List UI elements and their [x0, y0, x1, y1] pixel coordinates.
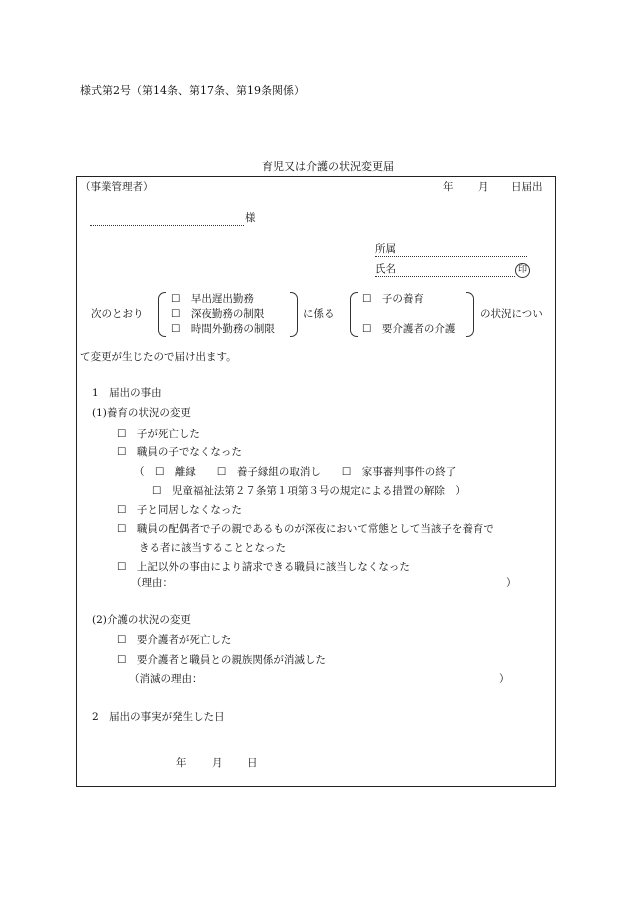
- section2-heading: 2 届出の事実が発生した日: [92, 711, 225, 723]
- reason-close: ）: [506, 577, 517, 589]
- item-other[interactable]: ☐ 上記以外の事由により請求できる職員に該当しなくなった: [117, 561, 410, 573]
- affiliation-field[interactable]: [375, 256, 527, 257]
- occurrence-month-label: 月: [212, 757, 223, 769]
- filing-day-label: 日届出: [511, 181, 543, 193]
- form-number: 様式第2号（第14条、第17条、第19条関係）: [80, 84, 305, 97]
- sama-label: 様: [245, 212, 256, 224]
- reason-field[interactable]: [180, 577, 500, 590]
- care-option-nursing[interactable]: ☐ 要介護者の介護: [362, 323, 456, 335]
- care-paren-left: [350, 292, 358, 337]
- item-child-died[interactable]: ☐ 子が死亡した: [117, 428, 200, 440]
- item-kinship-ended[interactable]: ☐ 要介護者と職員との親族関係が消滅した: [117, 654, 326, 666]
- item-not-living[interactable]: ☐ 子と同居しなくなった: [117, 504, 242, 516]
- care-option-child[interactable]: ☐ 子の養育: [362, 293, 424, 305]
- item-not-child[interactable]: ☐ 職員の子でなくなった: [117, 446, 242, 458]
- reasons-line-1[interactable]: （ ☐ 離縁 ☐ 養子縁組の取消し ☐ 家事審判事件の終了: [134, 466, 457, 478]
- intro-before: 次のとおり: [91, 308, 144, 320]
- work-option-early-late[interactable]: ☐ 早出遅出勤務: [171, 293, 254, 305]
- work-option-overtime-limit[interactable]: ☐ 時間外勤務の制限: [171, 323, 275, 335]
- intro-after: の状況につい: [480, 308, 543, 320]
- childcare-change-heading: (1)養育の状況の変更: [92, 407, 191, 419]
- extinction-reason-field[interactable]: [205, 673, 495, 686]
- name-field[interactable]: [375, 276, 515, 277]
- extinction-reason-close: ）: [499, 673, 510, 685]
- nursing-change-heading: (2)介護の状況の変更: [92, 614, 191, 626]
- reasons-line-2[interactable]: ☐ 児童福祉法第２７条第１項第３号の規定による措置の解除 ）: [152, 485, 466, 497]
- reason-label: （理由：: [131, 577, 173, 589]
- work-paren-right: [290, 292, 298, 337]
- seal-mark: 印: [515, 263, 530, 278]
- item-spouse-line-2: きる者に該当することとなった: [139, 542, 286, 554]
- item-spouse-line-1[interactable]: ☐ 職員の配偶者で子の親であるものが深夜において常態として当該子を養育で: [117, 523, 494, 535]
- filing-year-label: 年: [443, 181, 454, 193]
- form-title: 育児又は介護の状況変更届: [262, 160, 394, 173]
- section1-heading: 1 届出の事由: [92, 387, 162, 399]
- occurrence-day-label: 日: [247, 757, 258, 769]
- filing-month-label: 月: [478, 181, 489, 193]
- intro-continuation: て変更が生じたので届け出ます。: [80, 351, 237, 363]
- work-paren-left: [158, 292, 166, 337]
- name-label: 氏名: [375, 263, 396, 275]
- form-box: [76, 176, 556, 787]
- extinction-reason-label: （消滅の理由：: [129, 673, 203, 685]
- care-paren-right: [466, 292, 474, 337]
- recipient-name-line[interactable]: [90, 225, 244, 226]
- work-option-night-limit[interactable]: ☐ 深夜勤務の制限: [171, 308, 265, 320]
- recipient-label: （事業管理者）: [80, 181, 154, 193]
- item-care-recipient-died[interactable]: ☐ 要介護者が死亡した: [117, 634, 232, 646]
- affiliation-label: 所属: [375, 243, 396, 255]
- occurrence-year-label: 年: [176, 757, 187, 769]
- kakaru-label: に係る: [303, 308, 335, 320]
